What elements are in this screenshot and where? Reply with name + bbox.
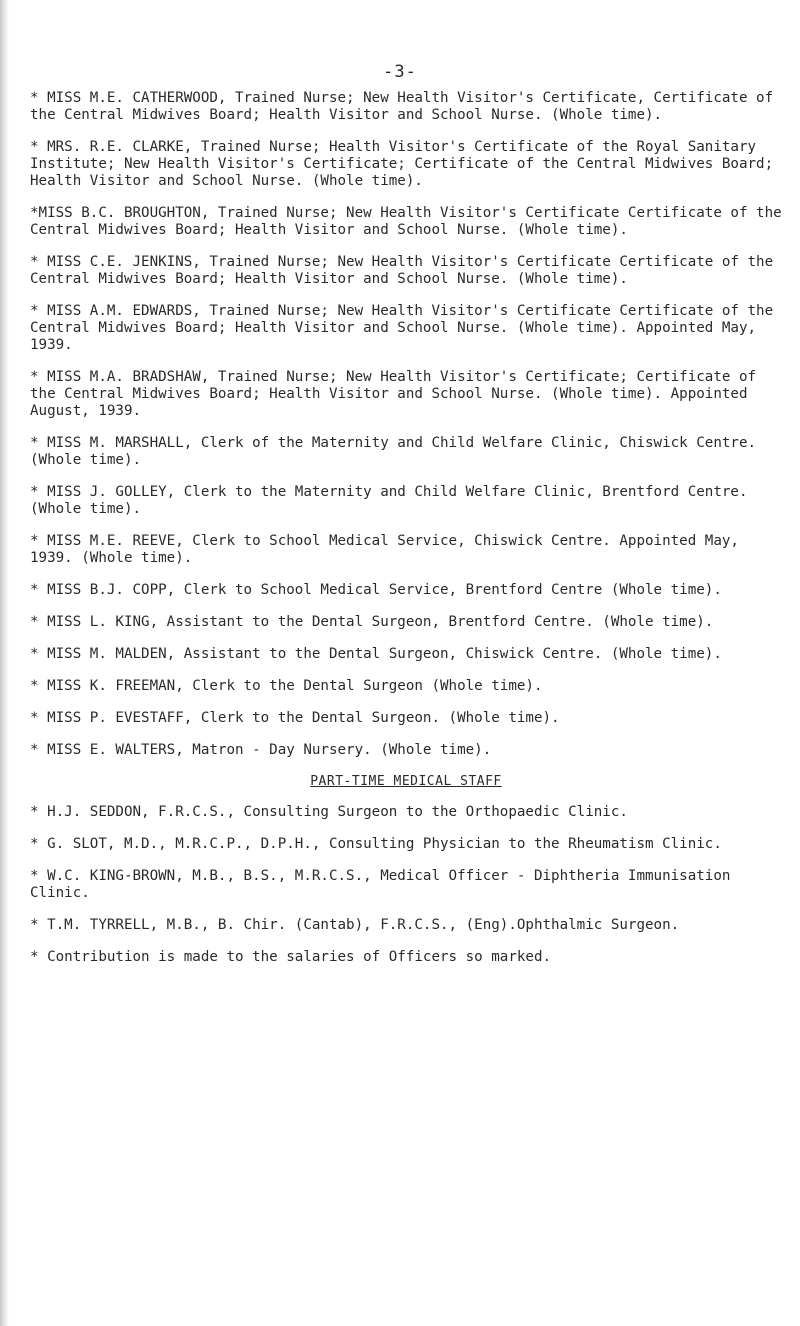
staff-entry: * MISS B.J. COPP, Clerk to School Medical Service, Brentford Centre (Whole time).: [30, 582, 722, 598]
page-binding-edge: [0, 0, 9, 1326]
staff-entry: * MISS K. FREEMAN, Clerk to the Dental Surgeon (Whole time).: [30, 678, 543, 694]
staff-entry: * MRS. R.E. CLARKE, Trained Nurse; Health Visitor's Certificate of the Royal Sanitary Institute; New Health Visitor's Certificate; Certificate of the Central Midwives Board; Health Visitor and School Nurse. (Whole time).: [30, 139, 782, 189]
staff-entry: * MISS M. MALDEN, Assistant to the Dental Surgeon, Chiswick Centre. (Whole time).: [30, 646, 722, 662]
footnote: * Contribution is made to the salaries of Officers so marked.: [30, 949, 552, 965]
page-number: -3-: [383, 62, 417, 82]
part-time-entry: * H.J. SEDDON, F.R.C.S., Consulting Surgeon to the Orthopaedic Clinic.: [30, 804, 628, 820]
staff-entry: * MISS L. KING, Assistant to the Dental Surgeon, Brentford Centre. (Whole time).: [30, 614, 714, 630]
part-time-staff-list: [30, 804, 782, 934]
staff-entry: *MISS B.C. BROUGHTON, Trained Nurse; New Health Visitor's Certificate Certificate of the Central Midwives Board; Health Visitor and School Nurse. (Whole time).: [30, 205, 791, 238]
part-time-entry: * W.C. KING-BROWN, M.B., B.S., M.R.C.S., Medical Officer - Diphtheria Immunisation Clinic.: [30, 868, 739, 901]
part-time-entry: * T.M. TYRRELL, M.B., B. Chir. (Cantab), F.R.C.S., (Eng).Ophthalmic Surgeon.: [30, 917, 680, 933]
part-time-entry: * G. SLOT, M.D., M.R.C.P., D.P.H., Consulting Physician to the Rheumatism Clinic.: [30, 836, 722, 852]
staff-entry: * MISS C.E. JENKINS, Trained Nurse; New Health Visitor's Certificate Certificate of the Central Midwives Board; Health Visitor and School Nurse. (Whole time).: [30, 254, 782, 287]
document-body: [30, 90, 791, 981]
part-time-staff-heading: PART-TIME MEDICAL STAFF: [310, 774, 502, 789]
staff-entry: * MISS M.E. CATHERWOOD, Trained Nurse; New Health Visitor's Certificate, Certificate of the Central Midwives Board; Health Visitor and School Nurse. (Whole time).: [30, 90, 782, 123]
staff-entry: * MISS E. WALTERS, Matron - Day Nursery. (Whole time).: [30, 742, 492, 758]
staff-entry: * MISS M. MARSHALL, Clerk of the Maternity and Child Welfare Clinic, Chiswick Centre. (Whole time).: [30, 435, 765, 468]
staff-entry: * MISS P. EVESTAFF, Clerk to the Dental Surgeon. (Whole time).: [30, 710, 560, 726]
staff-entry: * MISS J. GOLLEY, Clerk to the Maternity and Child Welfare Clinic, Brentford Centre. (Whole time).: [30, 484, 757, 517]
staff-entry: * MISS A.M. EDWARDS, Trained Nurse; New Health Visitor's Certificate Certificate of the Central Midwives Board; Health Visitor and School Nurse. (Whole time). Appointed May, 1939.: [30, 303, 782, 353]
whole-time-staff-list: [30, 90, 791, 759]
staff-entry: * MISS M.E. REEVE, Clerk to School Medical Service, Chiswick Centre. Appointed May, 1939. (Whole time).: [30, 533, 748, 566]
staff-entry: * MISS M.A. BRADSHAW, Trained Nurse; New Health Visitor's Certificate; Certificate of the Central Midwives Board; Health Visitor and School Nurse. (Whole time). Appointed August, 1939.: [30, 369, 765, 419]
